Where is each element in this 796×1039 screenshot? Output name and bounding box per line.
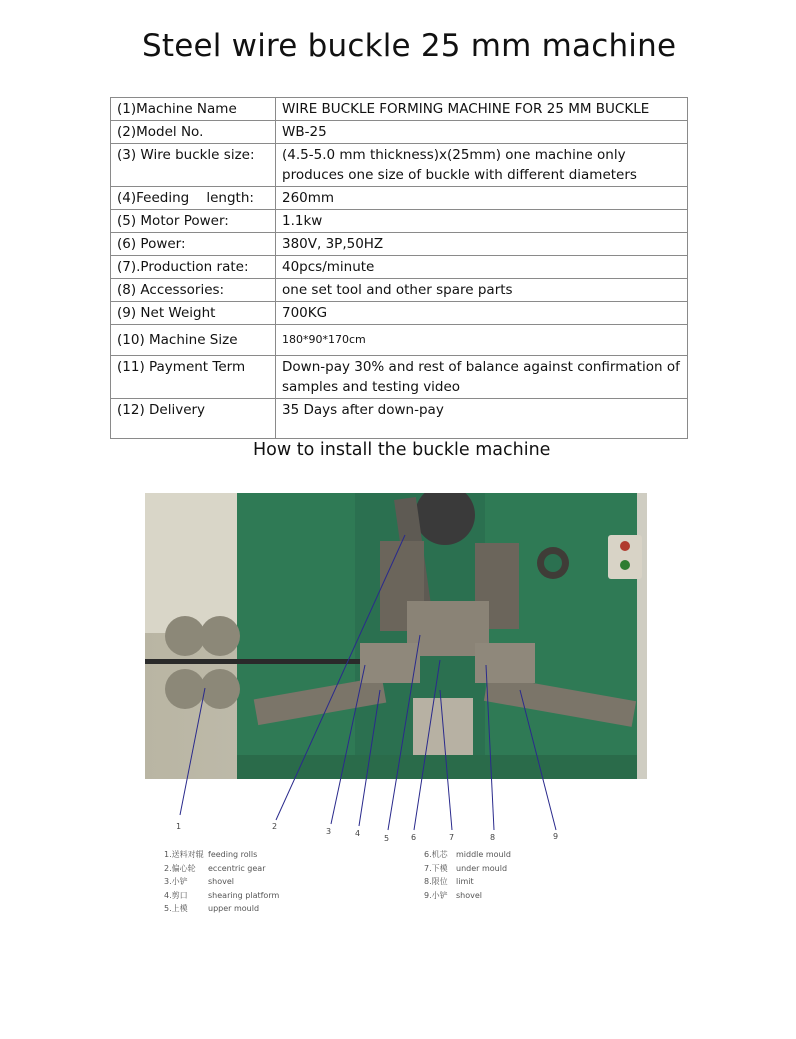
callout-number: 3 xyxy=(326,827,332,836)
spec-value: 180*90*170cm xyxy=(276,325,688,356)
spec-value: (4.5-5.0 mm thickness)x(25mm) one machine only produces one size of buckle with different diameters xyxy=(276,144,688,187)
spec-value: one set tool and other spare parts xyxy=(276,279,688,302)
legend-cn: 7.下模 xyxy=(424,863,448,873)
callout-number: 4 xyxy=(355,829,361,838)
legend-item xyxy=(164,902,279,916)
legend-cn: 9.小铲 xyxy=(424,890,448,900)
spec-value: 1.1kw xyxy=(276,210,688,233)
legend-item xyxy=(164,862,279,876)
spec-key: (6) Power: xyxy=(111,233,276,256)
callout-number: 1 xyxy=(176,822,182,831)
legend-item xyxy=(164,848,279,862)
legend-right xyxy=(424,848,511,902)
callout-number: 9 xyxy=(553,832,559,841)
legend-cn: 3.小铲 xyxy=(164,877,188,886)
spec-key: (11) Payment Term xyxy=(111,356,276,399)
legend-cn: 5.上模 xyxy=(164,904,188,913)
spec-key: (3) Wire buckle size: xyxy=(111,144,276,187)
spec-value: 700KG xyxy=(276,302,688,325)
spec-value: WIRE BUCKLE FORMING MACHINE FOR 25 MM BUCKLE xyxy=(276,98,688,121)
legend-cn: 2.偏心轮 xyxy=(164,863,196,873)
legend-item xyxy=(424,889,511,903)
legend-en: feeding rolls xyxy=(208,850,258,859)
legend-item xyxy=(164,889,279,903)
section-subtitle: How to install the buckle machine xyxy=(253,440,551,460)
spec-value: WB-25 xyxy=(276,121,688,144)
spec-key: (5) Motor Power: xyxy=(111,210,276,233)
callout-number: 2 xyxy=(272,822,278,831)
spec-key: (2)Model No. xyxy=(111,121,276,144)
legend-cn: 6.机芯 xyxy=(424,850,448,859)
legend-item xyxy=(424,875,511,889)
spec-value: Down-pay 30% and rest of balance against confirmation of samples and testing video xyxy=(276,356,688,399)
callout-number: 6 xyxy=(411,833,417,842)
spec-key: (7).Production rate: xyxy=(111,256,276,279)
legend-item xyxy=(424,862,511,876)
legend-en: eccentric gear xyxy=(208,863,266,873)
spec-value: 260mm xyxy=(276,187,688,210)
callout-number: 7 xyxy=(449,833,455,842)
legend-en: under mould xyxy=(456,863,508,873)
spec-key: (1)Machine Name xyxy=(111,98,276,121)
legend-cn: 4.剪口 xyxy=(164,890,188,900)
legend-en: limit xyxy=(456,877,474,886)
spec-value: 380V, 3P,50HZ xyxy=(276,233,688,256)
page-title: Steel wire buckle 25 mm machine xyxy=(142,28,677,64)
spec-key: (9) Net Weight xyxy=(111,302,276,325)
legend-en: upper mould xyxy=(208,904,260,913)
callout-number: 8 xyxy=(490,833,496,842)
legend-en: shovel xyxy=(456,890,483,900)
spec-key: (4)Feeding length: xyxy=(111,187,276,210)
legend-item xyxy=(424,848,511,862)
legend-item xyxy=(164,875,279,889)
spec-key: (10) Machine Size xyxy=(111,325,276,356)
legend-cn: 8.限位 xyxy=(424,877,448,886)
spec-value: 35 Days after down-pay xyxy=(276,399,688,439)
spec-key: (12) Delivery xyxy=(111,399,276,439)
legend-en: shearing platform xyxy=(208,890,280,900)
legend-en: middle mould xyxy=(456,850,511,859)
spec-key: (8) Accessories: xyxy=(111,279,276,302)
spec-value: 40pcs/minute xyxy=(276,256,688,279)
legend-en: shovel xyxy=(208,877,235,886)
callout-number: 5 xyxy=(384,834,390,843)
legend-left xyxy=(164,848,279,916)
legend-cn: 1.送料对辊 xyxy=(164,850,204,859)
